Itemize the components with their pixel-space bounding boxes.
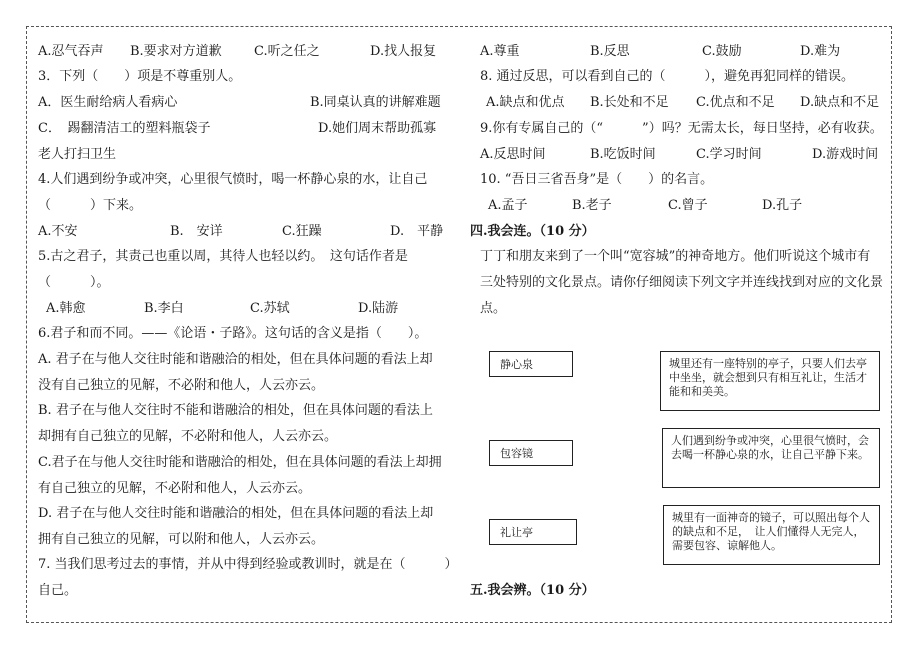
q9-option-b: B.吃饭时间: [590, 147, 656, 162]
q2-option-a: A.忍气吞声: [38, 44, 104, 59]
q7-option-a: A.尊重: [480, 44, 520, 59]
q9-option-a: A.反思时间: [480, 147, 546, 162]
q9-option-d: D.游戏时间: [812, 147, 879, 162]
q6-option-b-line1: B. 君子在与他人交往时不能和谐融洽的相处，但在具体问题的看法上: [38, 403, 433, 418]
q5-option-c: C.苏轼: [250, 301, 290, 316]
q3-option-a: A．医生耐给病人看病心: [38, 95, 178, 110]
q5-option-d: D.陆游: [358, 301, 399, 316]
q8-stem: 8. 通过反思，可以看到自己的（ ），避免再犯同样的错误。: [480, 69, 855, 84]
q3-option-c: C． 踢翻清洁工的塑料瓶袋子: [38, 121, 211, 136]
q3-option-d-continued: 老人打扫卫生: [38, 147, 117, 162]
q2-option-d: D.找人报复: [370, 44, 437, 59]
q6-option-d-line1: D. 君子在与他人交往时能和谐融洽的相处，但在具体问题的看法上却: [38, 506, 434, 521]
q2-option-b: B.要求对方道歉: [130, 44, 222, 59]
q9-stem: 9.你有专属自己的（“ ”）吗？无需太长，每日坚持，必有收获。: [480, 121, 883, 136]
section5-heading: 五.我会辨。（10 分）: [470, 583, 595, 598]
q2-option-c: C.听之任之: [254, 44, 320, 59]
section4-intro-line1: 丁丁和朋友来到了一个叫“宽容城”的神奇地方。他们听说这个城市有: [480, 249, 871, 264]
q3-option-d: D.她们周末帮助孤寡: [318, 121, 437, 136]
q4-option-a: A.不安: [38, 224, 78, 239]
q9-option-c: C.学习时间: [696, 147, 762, 162]
match-label-jingxinquan[interactable]: 静心泉: [489, 351, 573, 377]
q5-option-a: A.韩愈: [46, 301, 86, 316]
q4-option-c: C.狂躁: [282, 224, 322, 239]
q4-stem-line1: 4.人们遇到纷争或冲突，心里很气愤时，喝一杯静心泉的水，让自己: [38, 172, 428, 187]
section4-intro-line2: 三处特别的文化景点。请你仔细阅读下列文字并连线找到对应的文化景: [480, 275, 884, 290]
match-description-mirror[interactable]: 城里有一面神奇的镜子，可以照出每个人的缺点和不足， 让人们懂得人无完人，需要包容、谅解他人。: [663, 505, 880, 565]
q6-option-c-line1: C.君子在与他人交往时能和谐融洽的相处，但在具体问题的看法上却拥: [38, 455, 442, 470]
q10-option-c: C.曾子: [668, 198, 708, 213]
q8-option-d: D.缺点和不足: [800, 95, 880, 110]
q10-option-a: A.孟子: [488, 198, 528, 213]
q4-option-d: D. 平静: [390, 224, 444, 239]
q5-stem-line1: 5.古之君子，其责己也重以周，其待人也轻以约。 这句话作者是: [38, 249, 408, 264]
q7-option-c: C.鼓励: [702, 44, 742, 59]
q6-option-c-line2: 有自己独立的见解，不必附和他人，人云亦云。: [38, 481, 312, 496]
match-description-spring[interactable]: 人们遇到纷争或冲突，心里很气愤时，会去喝一杯静心泉的水，让自己平静下来。: [662, 428, 880, 488]
q7-stem-line2: 自己。: [38, 583, 78, 598]
q5-stem-line2: （ ）。: [38, 275, 110, 290]
q10-option-d: D.孔子: [762, 198, 803, 213]
section4-heading: 四.我会连。（10 分）: [470, 224, 595, 239]
q3-option-b: B.同桌认真的讲解难题: [310, 95, 441, 110]
q4-option-b: B. 安详: [170, 224, 223, 239]
q8-option-c: C.优点和不足: [696, 95, 775, 110]
q6-stem: 6.君子和而不同。——《论语・子路》。这句话的含义是指（ ）。: [38, 326, 428, 341]
q7-stem-line1: 7. 当我们思考过去的事情，并从中得到经验或教训时，就是在（ ）: [38, 557, 458, 572]
q6-option-a-line1: A. 君子在与他人交往时能和谐融洽的相处，但在具体问题的看法上却: [38, 352, 433, 367]
q6-option-d-line2: 拥有自己独立的见解，可以附和他人，人云亦云。: [38, 532, 325, 547]
q7-option-b: B.反思: [590, 44, 630, 59]
q6-option-a-line2: 没有自己独立的见解，不必附和他人，人云亦云。: [38, 378, 325, 393]
q10-option-b: B.老子: [572, 198, 612, 213]
q6-option-b-line2: 却拥有自己独立的见解，不必附和他人，人云亦云。: [38, 429, 338, 444]
q8-option-a: A.缺点和优点: [486, 95, 565, 110]
q5-option-b: B.李白: [144, 301, 184, 316]
match-description-pavilion[interactable]: 城里还有一座特别的亭子，只要人们去亭中坐坐，就会想到只有相互礼让，生活才能和和美美。: [660, 351, 880, 411]
q4-stem-line2: （ ）下来。: [38, 198, 143, 213]
q7-option-d: D.难为: [800, 44, 841, 59]
q10-stem: 10. “吾日三省吾身”是（ ）的名言。: [480, 172, 714, 187]
match-label-lirangting[interactable]: 礼让亭: [489, 519, 577, 545]
q3-stem: 3．下列（ ）项是不尊重别人。: [38, 69, 242, 84]
match-label-baorongjing[interactable]: 包容镜: [489, 440, 573, 466]
q8-option-b: B.长处和不足: [590, 95, 669, 110]
section4-intro-line3: 点。: [480, 301, 507, 316]
